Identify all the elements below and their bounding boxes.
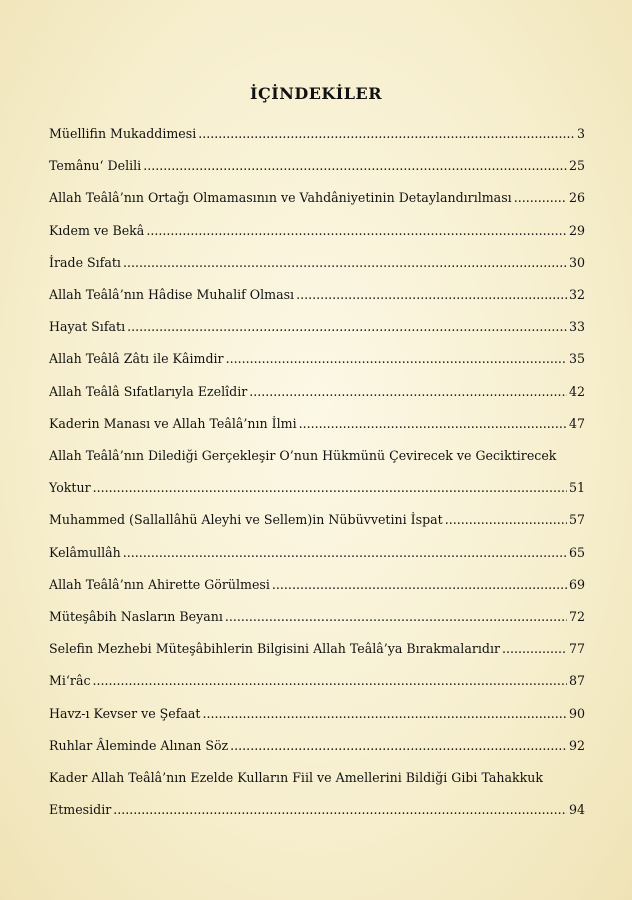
leader-dots <box>230 730 567 762</box>
toc-entry-page: 25 <box>568 158 585 174</box>
toc-entry-title: Temânu‘ Delili <box>49 158 142 174</box>
toc-entry-title-line1: Allah Teâlâ’nın Dilediği Gerçekleşir O’nun Hükmünü Çevirecek ve Geciktirecek <box>49 448 557 464</box>
leader-dots <box>93 665 567 697</box>
toc-entry <box>49 182 585 214</box>
toc-entry <box>49 504 585 536</box>
leader-dots <box>272 569 567 601</box>
leader-dots <box>203 698 567 730</box>
toc-entry-page: 3 <box>576 126 585 141</box>
toc-entry <box>49 376 585 408</box>
toc-entry <box>49 150 585 182</box>
table-of-contents <box>49 118 585 826</box>
toc-entry-title-line2: Etmesidir <box>49 802 112 818</box>
toc-entry-page: 57 <box>568 512 585 528</box>
toc-entry <box>49 730 585 762</box>
toc-entry-page: 26 <box>568 190 585 206</box>
toc-entry-page: 69 <box>568 576 585 592</box>
toc-entry <box>49 118 585 150</box>
toc-entry-page: 32 <box>568 287 585 303</box>
toc-entry <box>49 633 585 665</box>
leader-dots <box>225 601 567 633</box>
toc-entry <box>49 762 585 826</box>
toc-entry-title: Allah Teâlâ Zâtı ile Kâimdir <box>49 351 224 367</box>
leader-dots <box>198 118 575 150</box>
leader-dots <box>123 537 567 569</box>
toc-entry <box>49 698 585 730</box>
leader-dots <box>127 311 567 343</box>
toc-entry-page: 72 <box>568 609 585 625</box>
toc-entry-title: Allah Teâlâ Sıfatlarıyla Ezelîdir <box>49 383 248 399</box>
toc-entry-title: Muhammed (Sallallâhü Aleyhi ve Sellem)in Nübüvvetini İspat <box>49 512 443 528</box>
toc-entry-page: 92 <box>568 737 585 753</box>
leader-dots <box>93 472 567 504</box>
toc-entry-title: Mi‘râc <box>49 673 91 689</box>
leader-dots <box>146 215 567 247</box>
leader-dots <box>502 633 567 665</box>
toc-entry <box>49 279 585 311</box>
toc-entry-page: 77 <box>568 641 585 657</box>
leader-dots <box>296 279 567 311</box>
leader-dots <box>249 376 567 408</box>
toc-entry-page: 30 <box>568 254 585 270</box>
toc-entry-title-line2: Yoktur <box>49 480 91 496</box>
toc-entry-title: Allah Teâlâ’nın Hâdise Muhalif Olması <box>49 287 295 303</box>
leader-dots <box>143 150 567 182</box>
toc-entry-page: 33 <box>568 319 585 335</box>
toc-entry-page: 94 <box>568 802 585 818</box>
toc-entry <box>49 440 585 504</box>
toc-entry <box>49 408 585 440</box>
leader-dots <box>514 182 567 214</box>
toc-entry-title-line1: Kader Allah Teâlâ’nın Ezelde Kulların Fiil ve Amellerini Bildiği Gibi Tahakkuk <box>49 770 544 786</box>
toc-entry-page: 51 <box>568 480 585 496</box>
toc-entry-title: Kıdem ve Bekâ <box>49 222 145 238</box>
toc-entry-page: 90 <box>568 705 585 721</box>
toc-entry-page: 65 <box>568 544 585 560</box>
toc-entry <box>49 247 585 279</box>
leader-dots <box>123 247 567 279</box>
toc-entry-title: Allah Teâlâ’nın Ahirette Görülmesi <box>49 576 270 592</box>
toc-entry-page: 47 <box>568 415 585 431</box>
leader-dots <box>299 408 567 440</box>
toc-entry-page: 29 <box>568 222 585 238</box>
toc-entry-title: Ruhlar Âleminde Alınan Söz <box>49 737 229 753</box>
toc-entry-page: 87 <box>568 673 585 689</box>
toc-entry <box>49 569 585 601</box>
toc-entry-title: Allah Teâlâ’nın Ortağı Olmamasının ve Vahdâniyetinin Detaylandırılması <box>49 190 512 206</box>
toc-entry <box>49 537 585 569</box>
toc-title: İÇİNDEKİLER <box>249 84 383 103</box>
toc-entry-title: Müellifin Mukaddimesi <box>49 126 197 141</box>
toc-entry-title: Kelâmullâh <box>49 544 121 560</box>
toc-entry-title: Müteşâbih Nasların Beyanı <box>49 609 223 625</box>
toc-entry-title: İrade Sıfatı <box>49 254 121 270</box>
toc-entry <box>49 215 585 247</box>
toc-entry-page: 42 <box>568 383 585 399</box>
leader-dots <box>226 343 567 375</box>
leader-dots <box>445 504 567 536</box>
toc-entry-title: Hayat Sıfatı <box>49 319 126 335</box>
toc-entry <box>49 343 585 375</box>
toc-entry-page: 35 <box>568 351 585 367</box>
toc-entry <box>49 311 585 343</box>
leader-dots <box>113 794 567 826</box>
toc-entry <box>49 665 585 697</box>
toc-entry-title: Kaderin Manası ve Allah Teâlâ’nın İlmi <box>49 415 297 431</box>
toc-entry-title: Selefin Mezhebi Müteşâbihlerin Bilgisini Allah Teâlâ’ya Bırakmalarıdır <box>49 641 500 657</box>
toc-entry-title: Havz-ı Kevser ve Şefaat <box>49 705 201 721</box>
toc-entry <box>49 601 585 633</box>
